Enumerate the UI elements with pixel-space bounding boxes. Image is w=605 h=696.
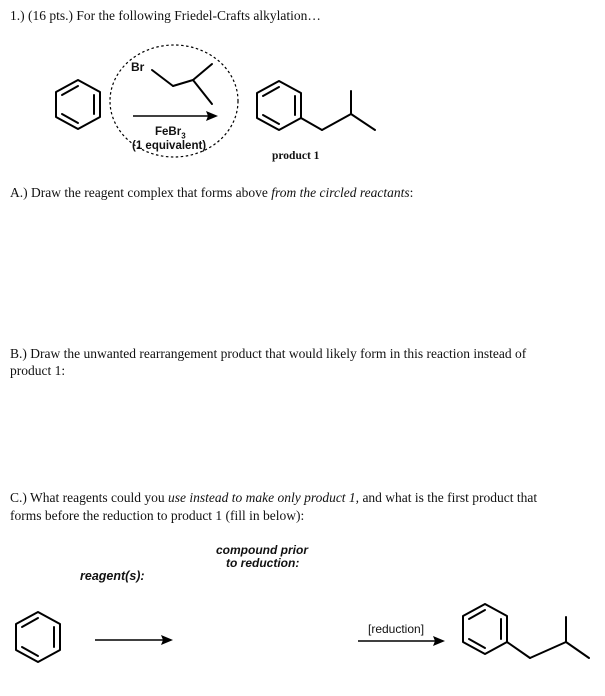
part-a-emphasis: from the circled reactants [271, 185, 410, 200]
benzene-start-structure [16, 612, 60, 662]
product-1-final-structure [463, 604, 589, 658]
part-c-suffix: and what is the first product that [359, 490, 538, 505]
part-b-line-1: B.) Draw the unwanted rearrangement product that would likely form in this reaction instead of [10, 346, 527, 361]
part-a-suffix: : [409, 185, 414, 200]
part-a-prefix: A.) Draw the reagent complex that forms above [10, 185, 272, 200]
compound-prior-line-2: to reduction: [226, 556, 300, 570]
equivalents-label: (1 equivalent) [132, 140, 207, 152]
acylation-arrow [95, 635, 173, 645]
part-c-prefix: C.) What reagents could you [10, 490, 168, 505]
catalyst-subscript: 3 [181, 131, 186, 141]
catalyst-text: FeBr [155, 126, 182, 138]
part-c-line-2: forms before the reduction to product 1 (fill in below): [10, 508, 305, 523]
part-c-emphasis: use instead to make only product 1, [167, 490, 360, 505]
reduction-label: [reduction] [368, 622, 425, 636]
reaction-arrow [133, 111, 218, 121]
part-b-line-2: product 1: [10, 363, 66, 378]
reagents-label: reagent(s): [80, 569, 145, 583]
question-title: 1.) (16 pts.) For the following Friedel-Crafts alkylation… [10, 8, 321, 23]
part-c-line-1 [10, 489, 537, 506]
product-1-label: product 1 [272, 150, 320, 162]
bromine-label: Br [131, 60, 145, 74]
product-1-structure [257, 81, 375, 130]
compound-prior-line-1: compound prior [216, 543, 308, 557]
isobutyl-bromide-structure [152, 64, 212, 104]
part-a-prompt [10, 184, 413, 201]
benzene-reactant-ring [56, 80, 100, 129]
